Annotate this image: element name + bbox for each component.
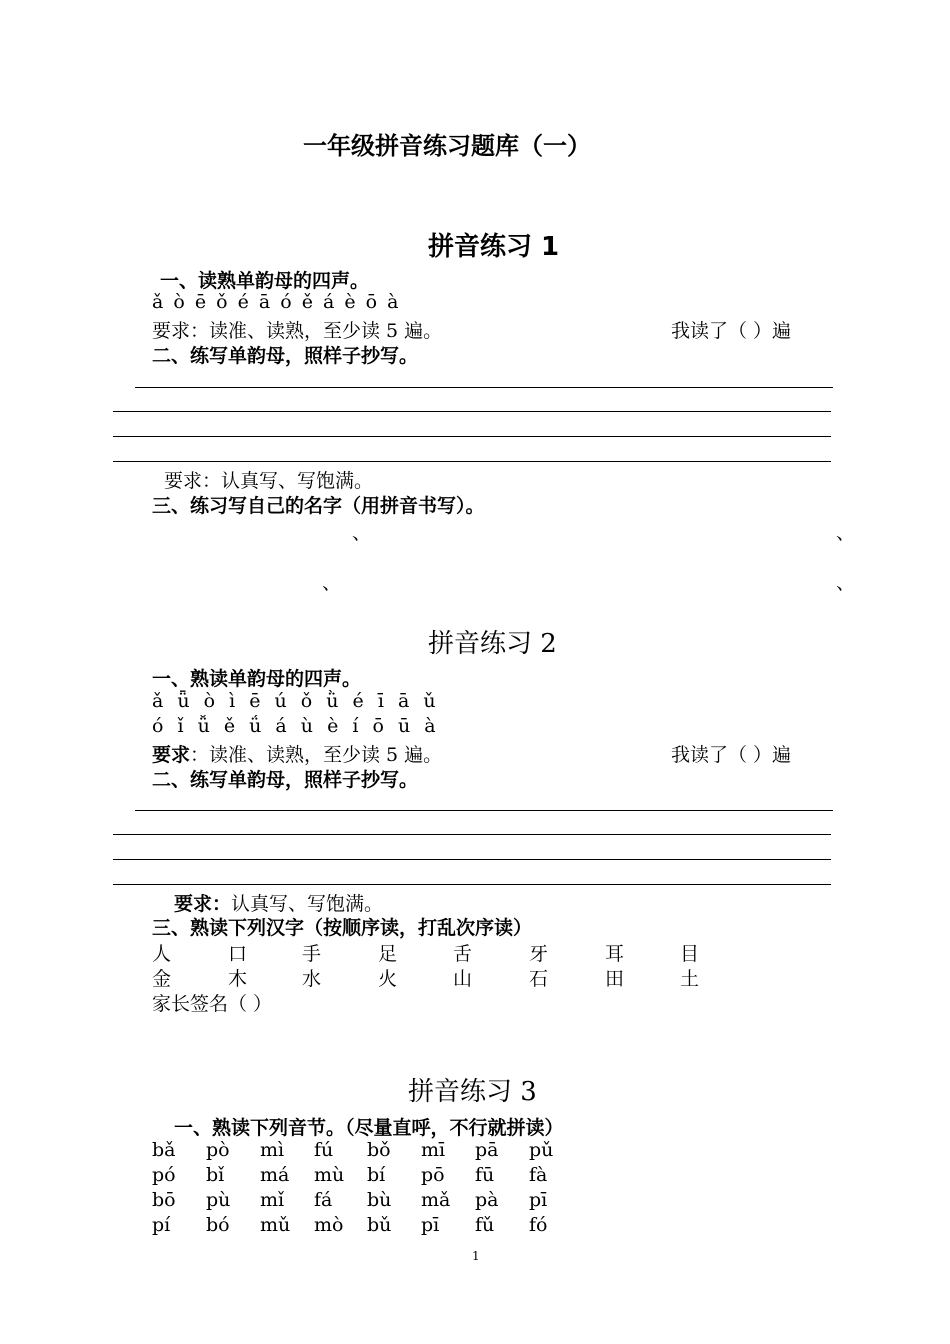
exercise-2-question-2: 二、练写单韵母，照样子抄写。 bbox=[152, 769, 419, 791]
syllable: fó bbox=[529, 1214, 548, 1236]
character: 木 bbox=[228, 968, 248, 990]
document-title: 一年级拼音练习题库（一） bbox=[303, 132, 591, 160]
syllable: bó bbox=[206, 1214, 230, 1236]
character: 金 bbox=[152, 968, 172, 990]
syllable: pǔ bbox=[529, 1139, 554, 1161]
requirement-text: ：读准、读熟，至少读 5 遍。 bbox=[190, 744, 443, 766]
name-separator: 、 bbox=[836, 572, 856, 594]
exercise-1-question-3: 三、练习写自己的名字（用拼音书写）。 bbox=[152, 495, 485, 517]
requirement-label: 要求： bbox=[174, 893, 232, 915]
writing-line bbox=[135, 810, 833, 811]
syllable: bǒ bbox=[367, 1139, 391, 1161]
character: 目 bbox=[680, 943, 700, 965]
character: 水 bbox=[302, 968, 322, 990]
exercise-1-write-requirement: 要求：认真写、写饱满。 bbox=[164, 470, 374, 492]
syllable: pī bbox=[529, 1189, 548, 1211]
syllable: pō bbox=[421, 1164, 445, 1186]
syllable: mī bbox=[421, 1139, 446, 1161]
exercise-2-title: 拼音练习 2 bbox=[428, 629, 557, 659]
character: 足 bbox=[378, 943, 398, 965]
syllable: pó bbox=[152, 1164, 176, 1186]
syllable: bǔ bbox=[367, 1214, 392, 1236]
syllable: mì bbox=[260, 1139, 285, 1161]
exercise-3-title: 拼音练习 3 bbox=[408, 1077, 537, 1107]
writing-line bbox=[113, 461, 831, 462]
syllable: má bbox=[260, 1164, 290, 1186]
name-separator: 、 bbox=[322, 572, 342, 594]
exercise-3-question-1: 一、熟读下列音节。（尽量直呼，不行就拼读） bbox=[174, 1117, 564, 1139]
exercise-1-question-1: 一、读熟单韵母的四声。 bbox=[160, 270, 370, 292]
writing-line bbox=[135, 387, 833, 388]
exercise-2-write-requirement bbox=[174, 889, 383, 916]
syllable: mò bbox=[314, 1214, 344, 1236]
exercise-2-question-3: 三、熟读下列汉字（按顺序读，打乱次序读） bbox=[152, 917, 533, 939]
exercise-1-read-count: 我读了（ ）遍 bbox=[671, 320, 792, 342]
syllable: fū bbox=[475, 1164, 495, 1186]
exercise-2-pinyin-row-1: ǎ ǖ ò ì ē ú ǒ ǜ é ī ā ǔ bbox=[152, 690, 440, 712]
syllable: bǎ bbox=[152, 1139, 176, 1161]
exercise-2-pinyin-row-2: ó ǐ ǚ ě ǘ á ù è í ō ū à bbox=[152, 715, 440, 737]
writing-line bbox=[113, 834, 831, 835]
character: 火 bbox=[378, 968, 398, 990]
exercise-1-question-2: 二、练写单韵母，照样子抄写。 bbox=[152, 345, 419, 367]
writing-line bbox=[113, 884, 831, 885]
syllable: bǐ bbox=[206, 1164, 225, 1186]
syllable: bù bbox=[367, 1189, 392, 1211]
page-number: 1 bbox=[472, 1249, 480, 1263]
syllable: fǔ bbox=[475, 1214, 495, 1236]
syllable: bí bbox=[367, 1164, 386, 1186]
syllable: fú bbox=[314, 1139, 334, 1161]
name-separator: 、 bbox=[836, 522, 856, 544]
syllable: pò bbox=[206, 1139, 230, 1161]
exercise-1-pinyin: ǎ ò ē ǒ é ā ó ě á è ō à bbox=[152, 291, 401, 313]
syllable: mǎ bbox=[421, 1189, 451, 1211]
exercise-1-title: 拼音练习 1 bbox=[428, 232, 560, 262]
syllable: fà bbox=[529, 1164, 548, 1186]
writing-line bbox=[113, 411, 831, 412]
character: 耳 bbox=[605, 943, 625, 965]
character: 山 bbox=[453, 968, 473, 990]
exercise-2-read-count: 我读了（ ）遍 bbox=[671, 744, 792, 766]
syllable: pù bbox=[206, 1189, 231, 1211]
exercise-2-question-1: 一、熟读单韵母的四声。 bbox=[152, 668, 362, 690]
character: 舌 bbox=[453, 943, 473, 965]
syllable: fá bbox=[314, 1189, 333, 1211]
writing-line bbox=[113, 436, 831, 437]
character: 土 bbox=[680, 968, 700, 990]
character: 人 bbox=[152, 943, 172, 965]
syllable: bō bbox=[152, 1189, 176, 1211]
character: 牙 bbox=[529, 943, 549, 965]
syllable: pā bbox=[475, 1139, 499, 1161]
writing-line bbox=[113, 859, 831, 860]
requirement-text: 认真写、写饱满。 bbox=[231, 893, 384, 915]
character: 石 bbox=[529, 968, 549, 990]
name-separator: 、 bbox=[352, 522, 372, 544]
exercise-2-read-requirement bbox=[152, 740, 442, 767]
syllable: pí bbox=[152, 1214, 171, 1236]
syllable: mù bbox=[314, 1164, 345, 1186]
exercise-1-read-requirement: 要求：读准、读熟，至少读 5 遍。 bbox=[152, 320, 443, 342]
character: 田 bbox=[605, 968, 625, 990]
syllable: mǐ bbox=[260, 1189, 285, 1211]
syllable: pī bbox=[421, 1214, 440, 1236]
character: 手 bbox=[302, 943, 322, 965]
requirement-label: 要求 bbox=[152, 744, 191, 766]
character: 口 bbox=[228, 943, 248, 965]
parent-signature: 家长签名（ ） bbox=[152, 993, 273, 1015]
syllable: mǔ bbox=[260, 1214, 291, 1236]
syllable: pà bbox=[475, 1189, 499, 1211]
